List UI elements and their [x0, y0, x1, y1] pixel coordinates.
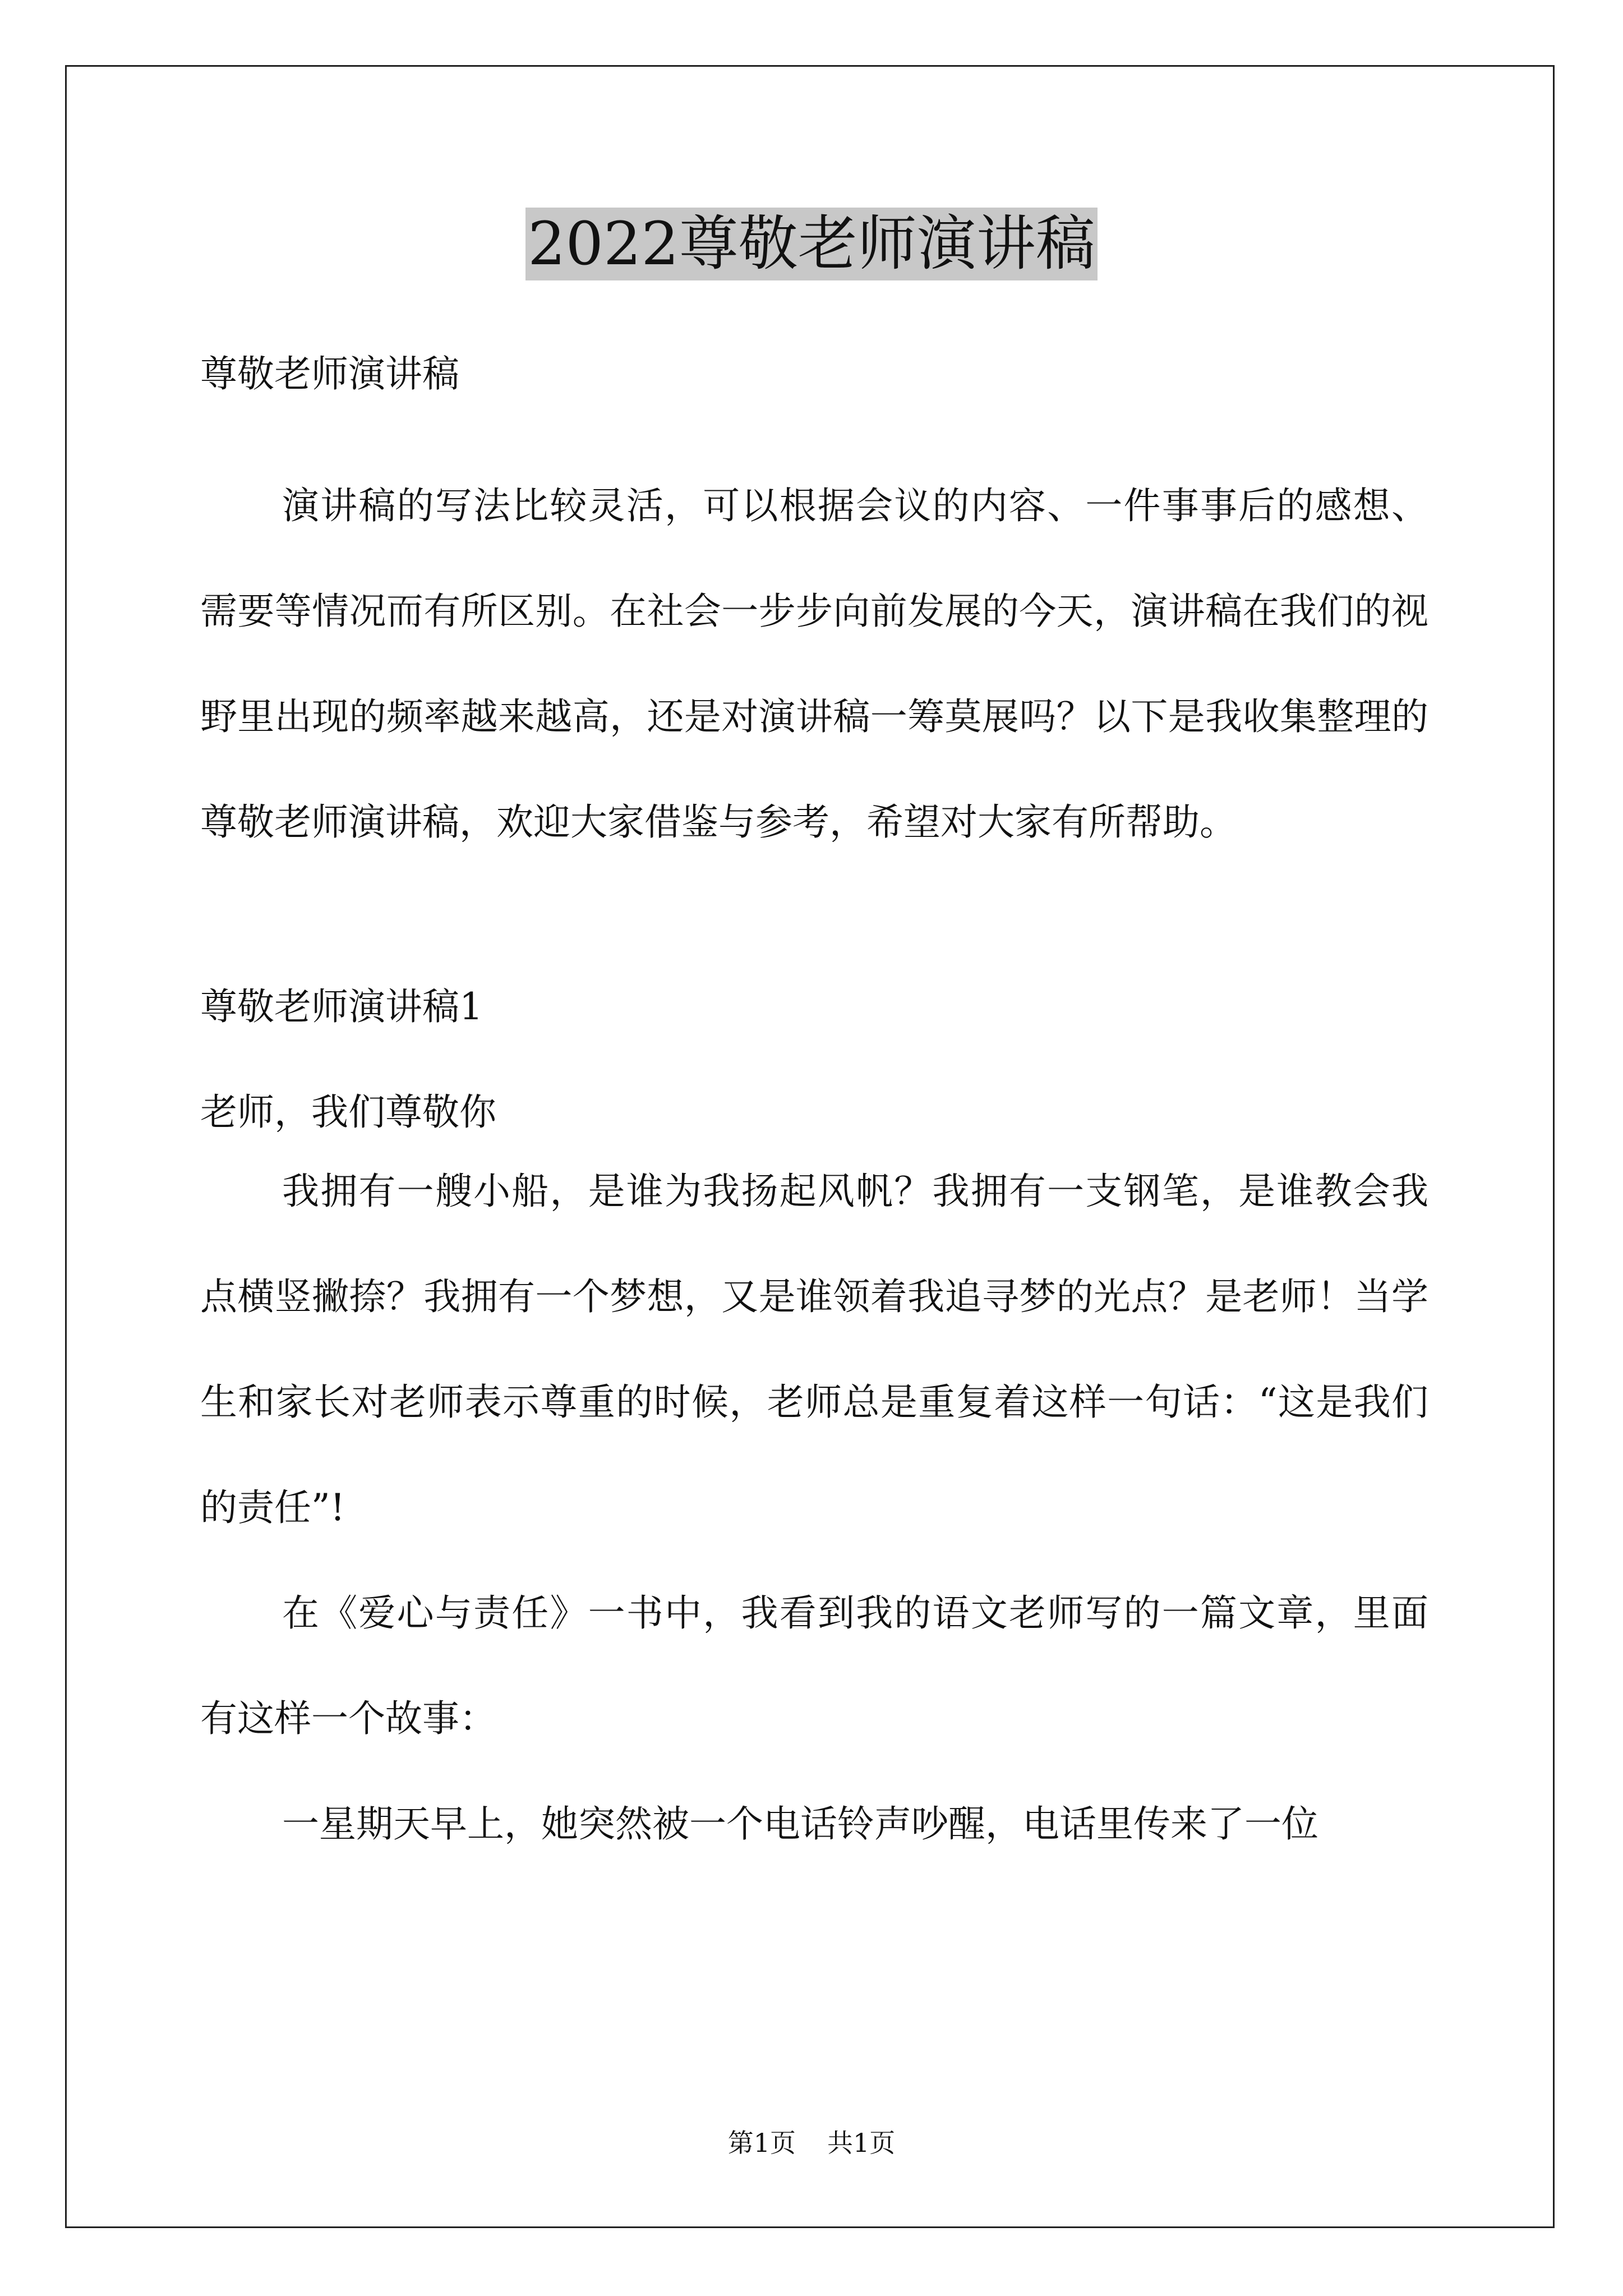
page-number: 第1页	[727, 2128, 796, 2158]
section-heading: 尊敬老师演讲稿1	[200, 985, 483, 1028]
document-title-text: 2022尊敬老师演讲稿	[525, 208, 1098, 280]
document-body	[200, 348, 1428, 1877]
section-subheading: 老师，我们尊敬你	[200, 1091, 496, 1134]
body-paragraph: 一星期天早上，她突然被一个电话铃声吵醒，电话里传来了一位	[282, 1802, 1318, 1846]
page-total: 共1页	[827, 2128, 896, 2158]
body-paragraph: 我拥有一艘小船，是谁为我扬起风帆？我拥有一支钢笔，是谁教会我点横竖撇捺？我拥有一个梦想，又是谁领着我追寻梦的光点？是老师！当学生和家长对老师表示尊重的时候，老师总是重复着这样一句话：“这是我们的责任”!	[200, 1170, 1428, 1529]
body-paragraph: 在《爱心与责任》一书中，我看到我的语文老师写的一篇文章，里面有这样一个故事：	[200, 1591, 1428, 1740]
intro-paragraph: 演讲稿的写法比较灵活，可以根据会议的内容、一件事事后的感想、需要等情况而有所区别。在社会一步步向前发展的今天，演讲稿在我们的视野里出现的频率越来越高，还是对演讲稿一筹莫展吗？以下是我收集整理的尊敬老师演讲稿，欢迎大家借鉴与参考，希望对大家有所帮助。	[200, 484, 1428, 844]
page-footer	[0, 2126, 1623, 2160]
document-subtitle: 尊敬老师演讲稿	[200, 352, 459, 395]
document-title	[0, 208, 1623, 280]
